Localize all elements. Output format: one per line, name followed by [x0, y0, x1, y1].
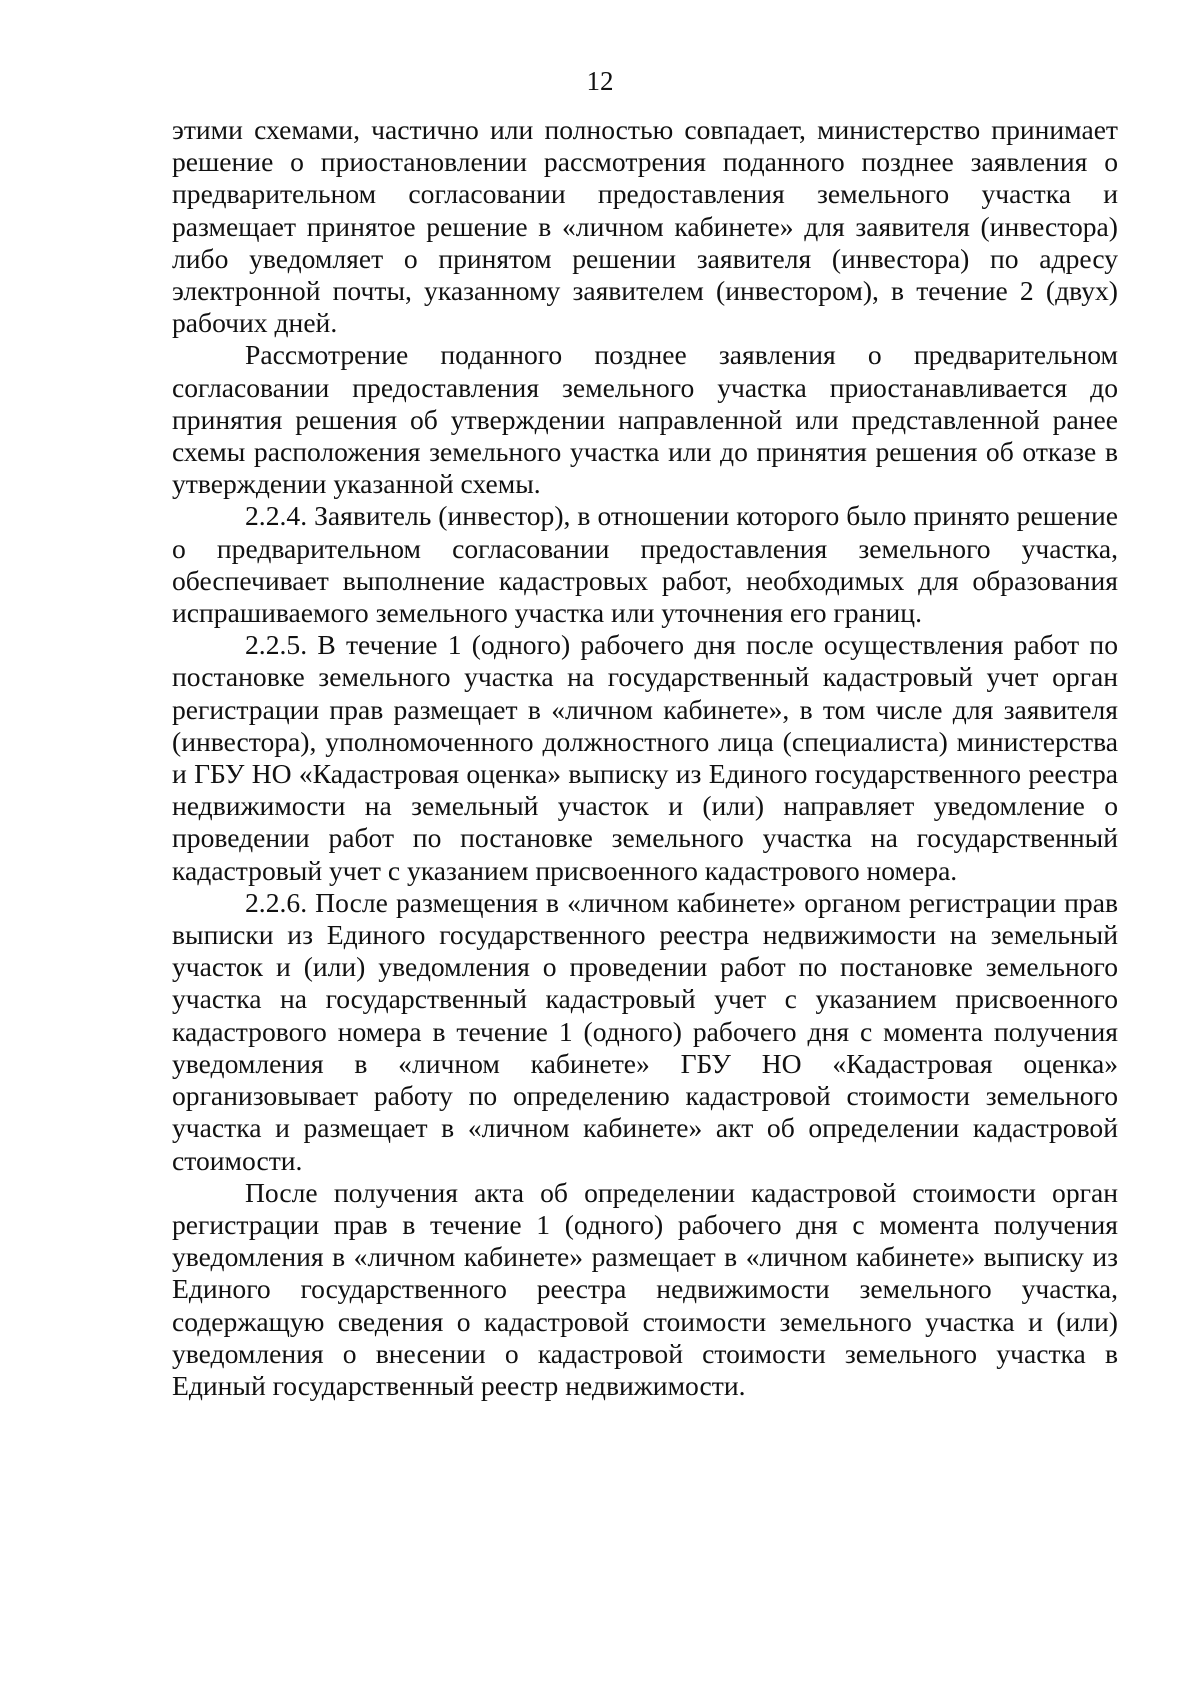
paragraph-suspension: Рассмотрение поданного позднее заявления о предварительном согласовании предоставления земельного участка приостанавливается до принятия решения об утверждении направленной или представленной ранее схемы расположения земельного участка или до принятия решения об отказе в утверждении указанной схемы. — [172, 339, 1118, 500]
page-number: 12 — [586, 66, 614, 96]
paragraph-continuation: этими схемами, частично или полностью совпадает, министерство принимает решение о приостановлении рассмотрения поданного позднее заявления о предварительном согласовании предоставления земельного участка и размещает принятое решение в «личном кабинете» для заявителя (инвестора) либо уведомляет о принятом решении заявителя (инвестора) по адресу электронной почты, указанному заявителем (инвестором), в течение 2 (двух) рабочих дней. — [172, 114, 1118, 339]
paragraph-cadastral-value-act: После получения акта об определении кадастровой стоимости орган регистрации прав в течение 1 (одного) рабочего дня с момента получения уведомления в «личном кабинете» размещает в «личном кабинете» выписку из Единого государственного реестра недвижимости земельного участка, содержащую сведения о кадастровой стоимости земельного участка и (или) уведомления о внесении о кадастровой стоимости земельного участка в Единый государственный реестр недвижимости. — [172, 1176, 1118, 1401]
paragraph-2-2-6: 2.2.6. После размещения в «личном кабинете» органом регистрации прав выписки из Единого государственного реестра недвижимости на земельный участок и (или) уведомления о проведении работ по постановке земельного участка на государственный кадастровый учет с указанием присвоенного кадастрового номера в течение 1 (одного) рабочего дня с момента получения уведомления в «личном кабинете» ГБУ НО «Кадастровая оценка» организовывает работу по определению кадастровой стоимости земельного участка и размещает в «личном кабинете» акт об определении кадастровой стоимости. — [172, 886, 1118, 1176]
paragraph-2-2-4: 2.2.4. Заявитель (инвестор), в отношении которого было принято решение о предварительном согласовании предоставления земельного участка, обеспечивает выполнение кадастровых работ, необходимых для образования испрашиваемого земельного участка или уточнения его границ. — [172, 500, 1118, 629]
paragraph-2-2-5: 2.2.5. В течение 1 (одного) рабочего дня после осуществления работ по постановке земельного участка на государственный кадастровый учет орган регистрации прав размещает в «личном кабинете», в том числе для заявителя (инвестора), уполномоченного должностного лица (специалиста) министерства и ГБУ НО «Кадастровая оценка» выписку из Единого государственного реестра недвижимости на земельный участок и (или) направляет уведомление о проведении работ по постановке земельного участка на государственный кадастровый учет с указанием присвоенного кадастрового номера. — [172, 629, 1118, 886]
document-body — [172, 114, 1118, 1402]
